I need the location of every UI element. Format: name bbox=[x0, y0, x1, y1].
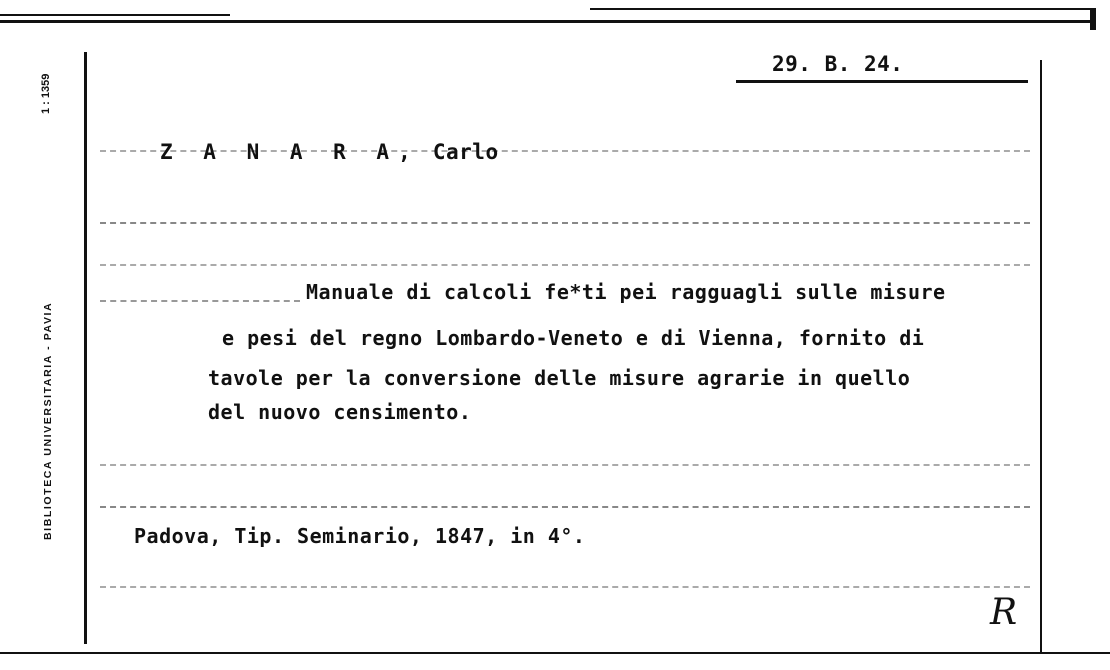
guide-line bbox=[100, 464, 1030, 466]
shelfmark: 29. B. 24. bbox=[772, 52, 904, 76]
library-stamp: BIBLIOTECA UNIVERSITARIA - PAVIA bbox=[42, 301, 54, 540]
title-line-2: e pesi del regno Lombardo-Veneto e di Vienna, fornito di bbox=[222, 326, 925, 350]
top-border-left bbox=[0, 14, 230, 16]
author-heading bbox=[160, 140, 499, 164]
guide-line bbox=[100, 506, 1030, 508]
top-border bbox=[0, 20, 1090, 23]
guide-line bbox=[100, 300, 300, 302]
title-line-4: del nuovo censimento. bbox=[208, 400, 472, 424]
right-edge-mark bbox=[1090, 8, 1096, 30]
author-given-name: Carlo bbox=[432, 140, 499, 164]
guide-line bbox=[100, 586, 1030, 588]
title-line-1: Manuale di calcoli fe*ti pei ragguagli sulle misure bbox=[306, 280, 946, 304]
handwritten-initials: R bbox=[990, 592, 1018, 633]
imprint: Padova, Tip. Seminario, 1847, in 4°. bbox=[134, 524, 586, 548]
shelfmark-underline bbox=[736, 80, 1028, 83]
guide-line bbox=[100, 222, 1030, 224]
inventory-stamp: 1 : 1359 bbox=[40, 73, 52, 114]
right-margin-rule bbox=[1040, 60, 1042, 652]
left-margin-rule bbox=[84, 52, 87, 644]
title-line-3: tavole per la conversione delle misure agrarie in quello bbox=[208, 366, 911, 390]
top-border-thin bbox=[590, 8, 1090, 10]
author-surname: Z A N A R A, bbox=[160, 140, 420, 164]
bottom-border bbox=[0, 652, 1110, 654]
guide-line bbox=[100, 264, 1030, 266]
